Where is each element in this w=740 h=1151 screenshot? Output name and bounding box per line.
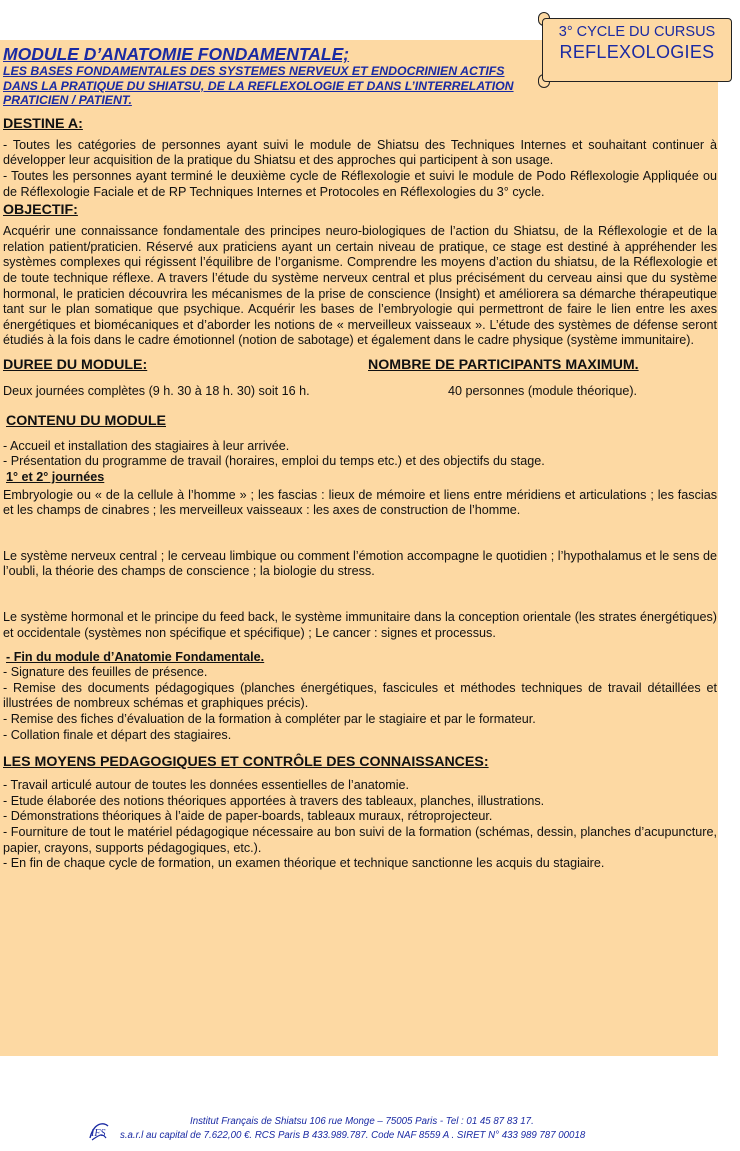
logo-text: IFS bbox=[91, 1128, 106, 1139]
badge-line1: 3° CYCLE DU CURSUS bbox=[558, 24, 716, 40]
objectif-text: Acquérir une connaissance fondamentale des principes neuro-biologiques de l’action du Shiatsu, de la Réflexologie et de la relation patient/praticien. Réservé aux praticiens ayant un certain niveau de pratique, ce stage est destiné à appréhender les systèmes complexes qui régissent l’équilibre de l’organisme. Comprendre les moyens d’action du shiatsu, de la Réflexologie et de toute technique réflexe. A travers l’étude du système nerveux central et plus précisément du cerveau ainsi que du système hormonal, le praticien découvrira les mécanismes de la prise de conscience (Insight) et améliorera sa démarche thérapeutique tant sur le plan somatique que psychique. Acquérir les bases de l’embryologie qui permettront de faire le lien entre les axes énergétiques et biomécaniques et d’aborder les notions de « merveilleux vaisseaux ». L’étude des systèmes de défense seront étudiés à la fois dans le cadre émotionnel (notion de sabotage) et également dans le cadre physique (système immunitaire). bbox=[3, 224, 717, 348]
module-subtitle: LES BASES FONDAMENTALES DES SYSTEMES NERVEUX ET ENDOCRINIEN ACTIFS DANS LA PRATIQUE DU SHIATSU, DE LA REFLEXOLOGIE ET DANS L’INTERRELATION PRATICIEN / PATIENT. bbox=[3, 64, 514, 108]
participants-heading: NOMBRE DE PARTICIPANTS MAXIMUM. bbox=[368, 356, 639, 373]
fin-item: - Remise des fiches d’évaluation de la formation à compléter par le stagiaire et par le formateur. bbox=[3, 712, 536, 727]
duree-values-row bbox=[3, 384, 717, 400]
destine-item-1: - Toutes les catégories de personnes ayant suivi le module de Shiatsu des Techniques Internes et souhaitant continuer à développer leur acquisition de la pratique du Shiatsu et des approches qui participent à son usage. bbox=[3, 137, 717, 168]
duree-row bbox=[3, 356, 717, 374]
contenu-para-3: Le système hormonal et le principe du feed back, le système immunitaire dans la conception orientale (les strates énergétiques) et occidentale (systèmes non spécifique et spécifique) ; Le cancer : signes et processus. bbox=[3, 610, 717, 640]
moyens-item: - En fin de chaque cycle de formation, un examen théorique et technique sanctionne les acquis du stagiaire. bbox=[3, 856, 605, 871]
contenu-para-2: Le système nerveux central ; le cerveau limbique ou comment l’émotion accompagne le quotidien ; l’hypothalamus et le sens de l’oubli, la théorie des champs de conscience ; la biologie du stress. bbox=[3, 548, 717, 579]
fin-item: - Signature des feuilles de présence. bbox=[3, 665, 208, 680]
duree-heading: DUREE DU MODULE: bbox=[3, 356, 148, 373]
badge-line2: REFLEXOLOGIES bbox=[559, 42, 715, 62]
participants-value: 40 personnes (module théorique). bbox=[448, 383, 638, 398]
fin-item: - Collation finale et départ des stagiaires. bbox=[3, 727, 232, 742]
fin-item: - Remise des documents pédagogiques (planches énergétiques, fascicules et méthodes techniques de travail détaillées et illustrées de nombreux schémas et graphiques précis). bbox=[3, 680, 717, 711]
moyens-heading: LES MOYENS PEDAGOGIQUES ET CONTRÔLE DES CONNAISSANCES: bbox=[3, 754, 489, 771]
fin-heading: - Fin du module d’Anatomie Fondamentale. bbox=[6, 650, 265, 665]
moyens-item: - Fourniture de tout le matériel pédagogique nécessaire au bon suivi de la formation (schémas, dessin, planches d’acupuncture, papier, crayons, supports pédagogiques, etc.). bbox=[3, 825, 717, 855]
moyens-item: - Démonstrations théoriques à l’aide de paper-boards, tableaux muraux, rétroprojecteur. bbox=[3, 809, 493, 824]
objectif-heading: OBJECTIF: bbox=[3, 202, 78, 219]
contenu-intro-1: - Accueil et installation des stagiaires à leur arrivée. bbox=[3, 438, 290, 453]
contenu-heading: CONTENU DU MODULE bbox=[6, 412, 166, 429]
days-heading: 1° et 2° journées bbox=[6, 469, 105, 484]
moyens-item: - Travail articulé autour de toutes les données essentielles de l’anatomie. bbox=[3, 778, 410, 793]
footer-line-2: s.a.r.l au capital de 7.622,00 €. RCS Paris B 433.989.787. Code NAF 8559 A . SIRET N° 433 989 787 00018 bbox=[120, 1130, 586, 1141]
module-title: MODULE D’ANATOMIE FONDAMENTALE; bbox=[3, 44, 350, 64]
duree-value: Deux journées complètes (9 h. 30 à 18 h. 30) soit 16 h. bbox=[3, 383, 310, 398]
destine-heading: DESTINE A: bbox=[3, 115, 83, 132]
contenu-para-1: Embryologie ou « de la cellule à l’homme » ; les fascias : lieux de mémoire et liens entre méridiens et articulations ; les fascias et les champs de cinabres ; les merveilleux vaisseaux : les axes de construction de l’homme. bbox=[3, 487, 717, 518]
destine-item-2: - Toutes les personnes ayant terminé le deuxième cycle de Réflexologie et suivi le module de Podo Réflexologie Appliquée ou de Réflexologie Faciale et de RP Techniques Internes et Protocoles en Réflexologies du 3° cycle. bbox=[3, 168, 717, 199]
contenu-intro-2: - Présentation du programme de travail (horaires, emploi du temps etc.) et des objectifs du stage. bbox=[3, 454, 545, 469]
footer-line-1: Institut Français de Shiatsu 106 rue Monge – 75005 Paris - Tel : 01 45 87 83 17. bbox=[190, 1116, 534, 1127]
ifs-logo-icon bbox=[86, 1118, 112, 1144]
document-body bbox=[3, 44, 717, 872]
moyens-item: - Etude élaborée des notions théoriques apportées à travers des tableaux, planches, illustrations. bbox=[3, 793, 545, 808]
